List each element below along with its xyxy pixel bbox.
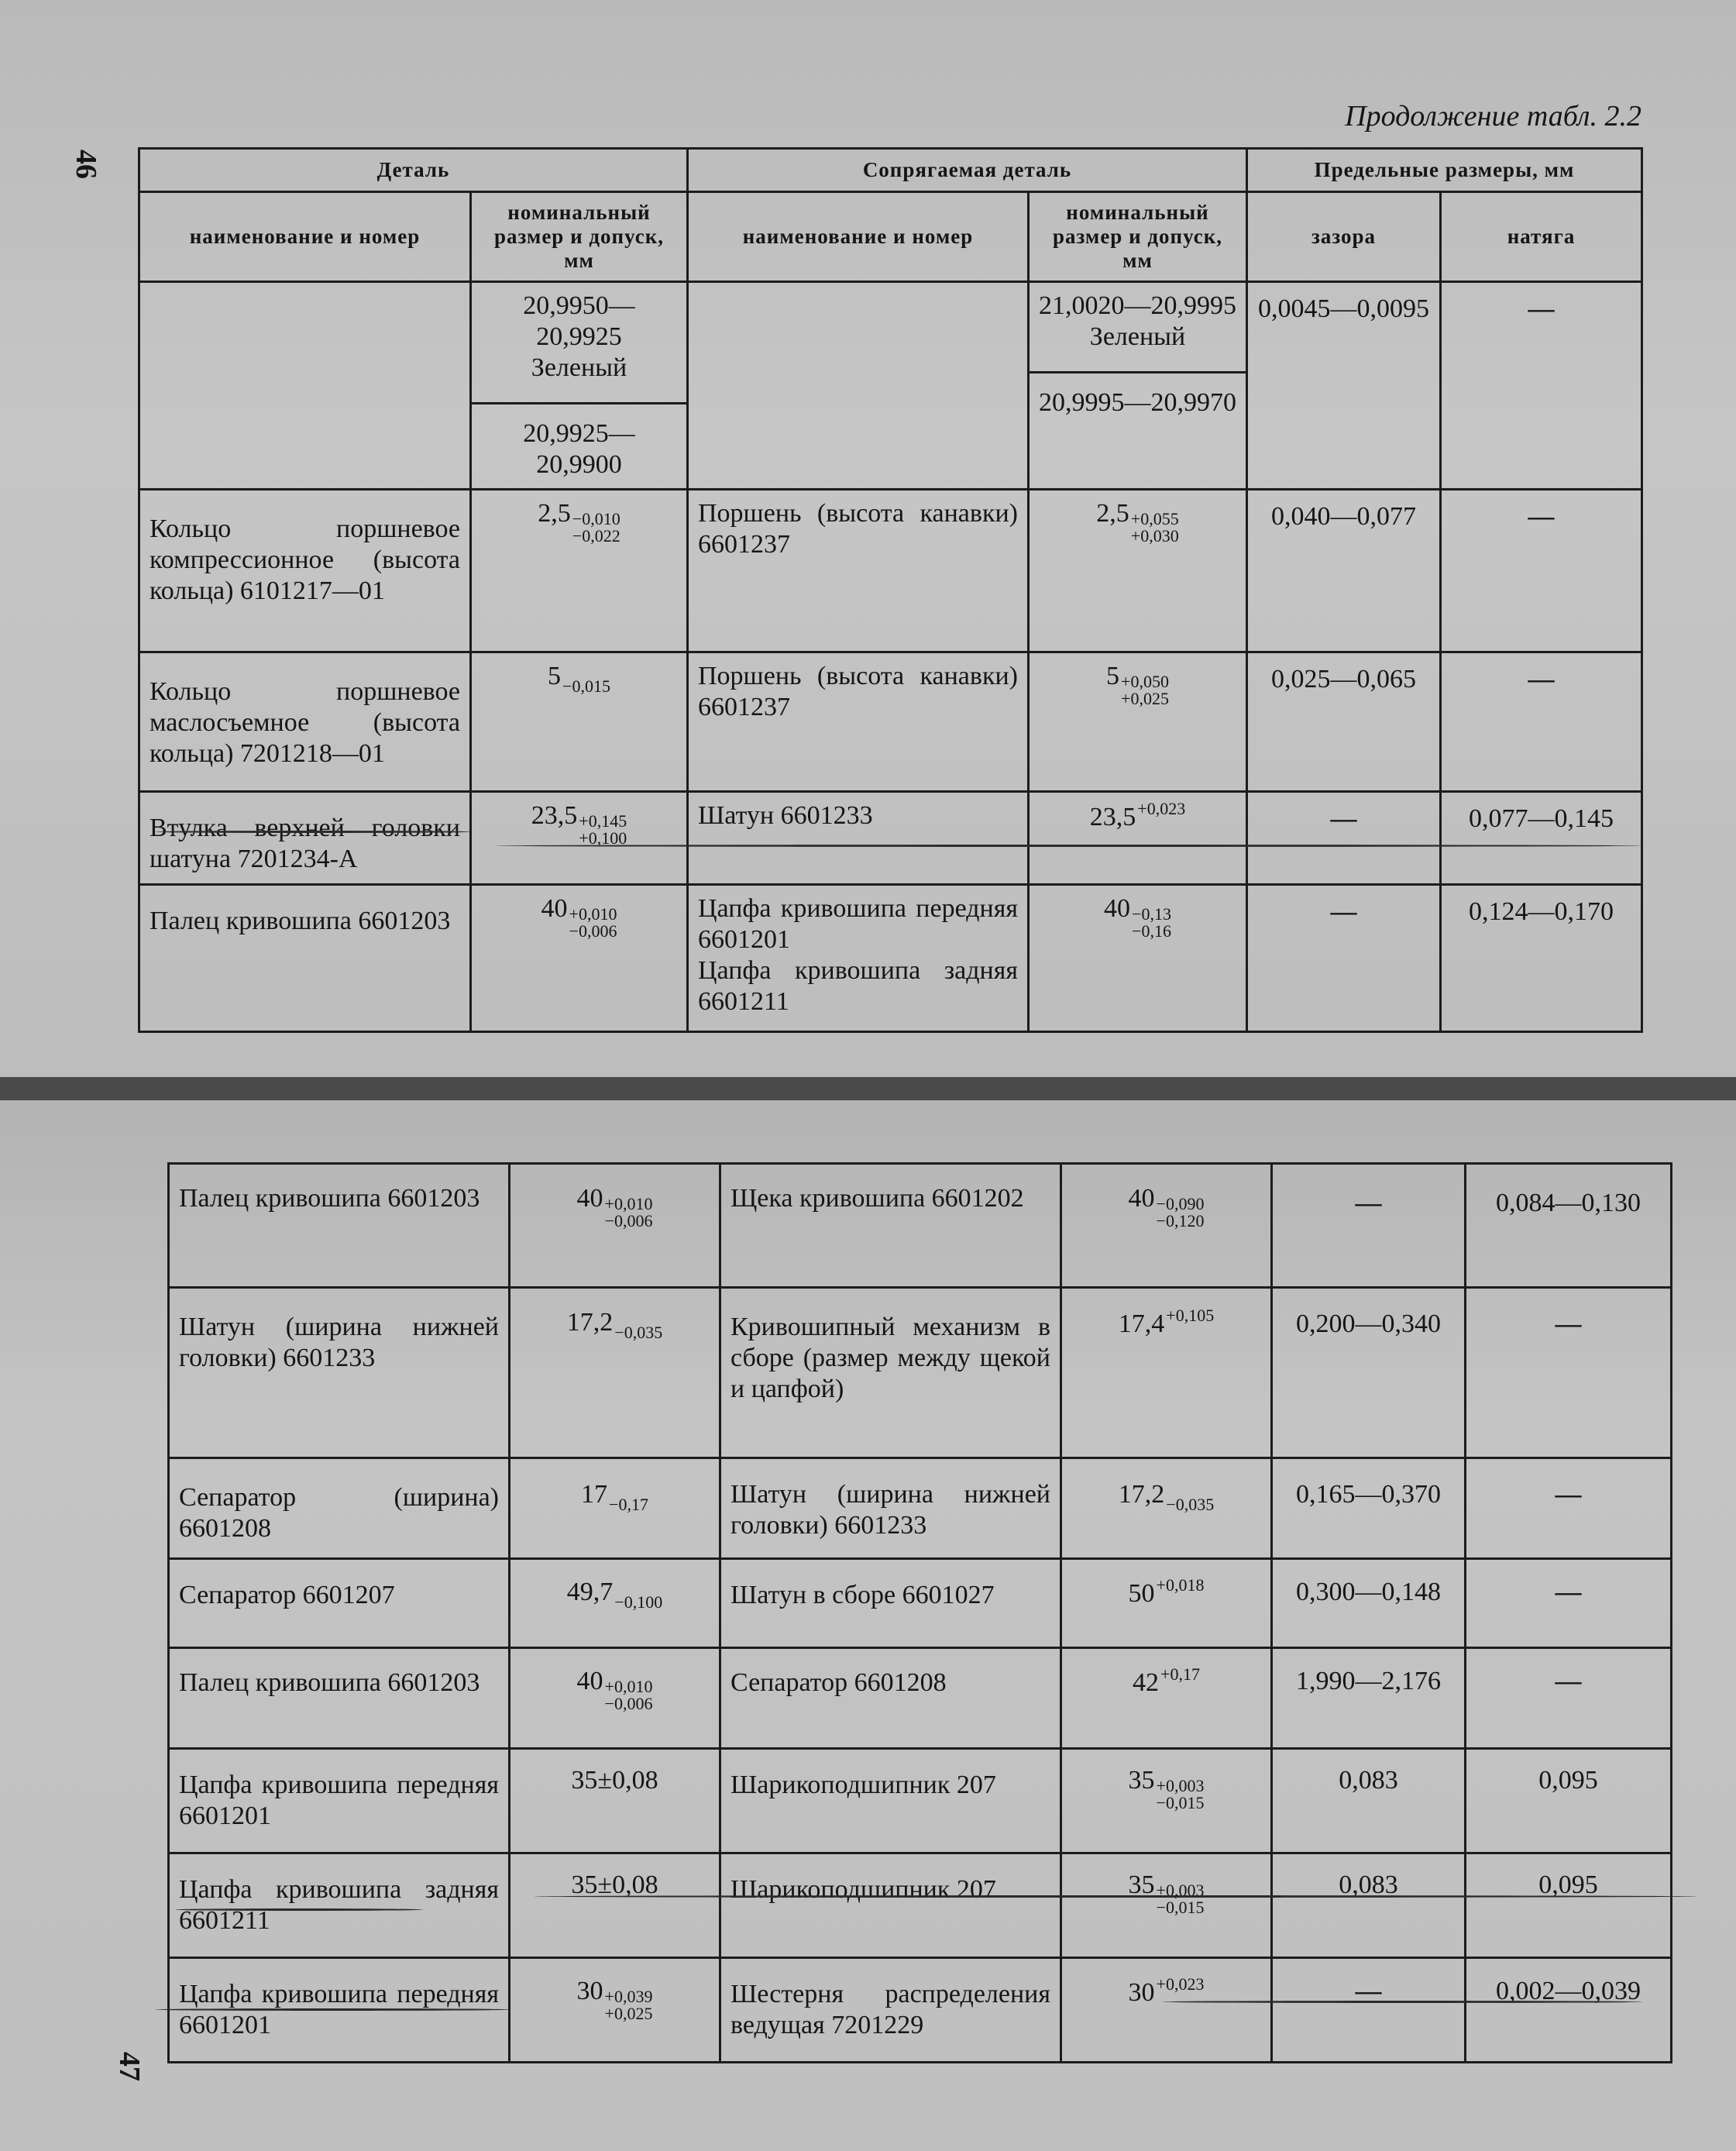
mating-nominal	[1061, 1958, 1272, 2063]
detail-tolerance	[605, 1196, 653, 1230]
interference-value: 0,095	[1466, 1749, 1672, 1853]
mating-color-a: Зеленый	[1089, 322, 1186, 351]
gap-value: —	[1247, 885, 1441, 1032]
mating-nominal	[1061, 1853, 1272, 1958]
fits-table-bottom	[167, 1162, 1672, 2063]
tol-upper: +0,145	[579, 811, 627, 831]
header-row-2	[139, 192, 1642, 282]
tol-upper: −0,010	[572, 509, 620, 528]
table-row	[169, 1648, 1672, 1749]
detail-range-a: 20,9950—20,9925	[523, 291, 635, 351]
mating-nominal	[1061, 1288, 1272, 1458]
table-row	[169, 1288, 1672, 1458]
table-row	[169, 1458, 1672, 1559]
detail-base: 40	[576, 1184, 603, 1213]
interference-value: 0,124—0,170	[1441, 885, 1642, 1032]
pen-underline	[535, 1895, 1696, 1898]
detail-base: 2,5	[538, 499, 571, 528]
detail-tolerance	[605, 1988, 653, 2022]
tol-lower: −0,015	[1156, 1898, 1205, 1917]
interference-value: 0,095	[1466, 1853, 1672, 1958]
gap-value: 0,200—0,340	[1272, 1288, 1466, 1458]
detail-nominal: 35±0,08	[510, 1853, 720, 1958]
mating-base: 2,5	[1096, 499, 1129, 528]
header-mating-nominal: номинальный размер и допуск, мм	[1029, 192, 1247, 282]
detail-base: 49,7	[566, 1578, 614, 1606]
pen-underline	[496, 845, 1642, 847]
detail-base: 23,5	[531, 801, 578, 830]
detail-name: Палец кривошипа 6601203	[169, 1164, 510, 1288]
mating-name	[688, 282, 1029, 490]
detail-nominal	[471, 792, 688, 885]
interference-value: 0,077—0,145	[1441, 792, 1642, 885]
tol-upper: +0,003	[1156, 1881, 1205, 1900]
page-number-bottom: 47	[113, 2052, 146, 2081]
mating-name	[688, 885, 1029, 1032]
header-mating-name: наименование и номер	[688, 192, 1029, 282]
detail-nominal	[510, 1559, 720, 1648]
mating-name: Кривошипный механизм в сборе (размер между щекой и цапфой)	[720, 1288, 1061, 1458]
gap-value: 1,990—2,176	[1272, 1648, 1466, 1749]
header-row-1	[139, 149, 1642, 192]
detail-name: Палец кривошипа 6601203	[139, 885, 471, 1032]
tol-lower: +0,030	[1130, 526, 1179, 545]
tol-lower: −0,006	[604, 1694, 653, 1713]
detail-tolerance	[569, 906, 617, 940]
tol-upper: +0,010	[604, 1677, 653, 1696]
mating-nominal	[1061, 1164, 1272, 1288]
detail-name: Цапфа кривошипа задняя 6601211	[169, 1853, 510, 1958]
detail-nominal	[471, 490, 688, 652]
mating-name: Сепаратор 6601208	[720, 1648, 1061, 1749]
interference-value: —	[1466, 1288, 1672, 1458]
detail-name: Кольцо поршневое маслосъемное (высота кольца) 7201218—01	[139, 652, 471, 792]
book-gutter	[0, 1077, 1736, 1100]
tol-lower: −0,16	[1132, 921, 1171, 941]
tol-upper: +0,039	[604, 1987, 653, 2006]
mating-name: Шатун в сборе 6601027	[720, 1559, 1061, 1648]
mating-name-2: Цапфа кривошипа задняя 6601211	[698, 956, 1018, 1016]
tol-lower: −0,022	[572, 526, 620, 545]
mating-tolerance: +0,105	[1166, 1306, 1215, 1325]
mating-name: Шатун (ширина нижней головки) 6601233	[720, 1458, 1061, 1559]
detail-name: Сепаратор 6601207	[169, 1559, 510, 1648]
gap-value: 0,300—0,148	[1272, 1559, 1466, 1648]
mating-nominal	[1061, 1458, 1272, 1559]
header-interference: натяга	[1441, 192, 1642, 282]
tol-upper: +0,055	[1130, 509, 1179, 528]
mating-tolerance	[1131, 511, 1179, 545]
mating-base: 23,5	[1089, 803, 1136, 831]
detail-nominal	[471, 282, 688, 490]
gap-value: 0,083	[1272, 1853, 1466, 1958]
mating-nominal	[1061, 1648, 1272, 1749]
mating-base: 17,4	[1118, 1310, 1165, 1338]
detail-nominal	[510, 1164, 720, 1288]
table-continuation-label: Продолжение табл. 2.2	[1345, 100, 1641, 133]
mating-nominal	[1061, 1559, 1272, 1648]
pen-underline	[175, 1908, 423, 1911]
interference-value: —	[1441, 652, 1642, 792]
mating-nominal	[1029, 282, 1247, 490]
mating-base: 40	[1104, 894, 1131, 923]
table-row	[169, 1853, 1672, 1958]
mating-nominal	[1029, 885, 1247, 1032]
detail-tolerance	[605, 1678, 653, 1712]
detail-nominal	[510, 1648, 720, 1749]
interference-value: —	[1441, 282, 1642, 490]
gap-value: 0,165—0,370	[1272, 1458, 1466, 1559]
table-row	[139, 885, 1642, 1032]
header-detail: Деталь	[139, 149, 688, 192]
tol-lower: +0,025	[604, 2004, 653, 2023]
mating-tolerance	[1157, 1778, 1205, 1812]
detail-range-b: 20,9925—20,9900	[523, 419, 635, 479]
gap-value: 0,040—0,077	[1247, 490, 1441, 652]
tol-upper: −0,13	[1132, 904, 1171, 924]
header-detail-nominal: номинальный размер и допуск, мм	[471, 192, 688, 282]
detail-tolerance	[572, 511, 620, 545]
mating-tolerance: +0,018	[1156, 1575, 1205, 1595]
pen-underline	[1162, 2001, 1642, 2003]
detail-name: Цапфа кривошипа передняя 6601201	[169, 1958, 510, 2063]
mating-range-b: 20,9995—20,9970	[1039, 388, 1236, 417]
detail-name: Кольцо поршневое компрессионное (высота кольца) 6101217—01	[139, 490, 471, 652]
detail-name: Цапфа кривошипа передняя 6601201	[169, 1749, 510, 1853]
detail-nominal: 35±0,08	[510, 1749, 720, 1853]
mating-tolerance: +0,023	[1137, 799, 1186, 818]
page-number-top: 46	[70, 150, 102, 179]
tol-lower: −0,006	[569, 921, 617, 941]
tol-lower: +0,025	[1121, 689, 1169, 708]
tol-lower: −0,015	[1156, 1793, 1205, 1812]
detail-nominal	[510, 1958, 720, 2063]
detail-base: 17,2	[566, 1308, 614, 1337]
header-detail-name: наименование и номер	[139, 192, 471, 282]
mating-tolerance: +0,17	[1160, 1664, 1200, 1684]
interference-value: —	[1466, 1559, 1672, 1648]
detail-nominal	[471, 652, 688, 792]
detail-base: 17	[581, 1480, 608, 1509]
divider	[472, 402, 686, 404]
table-row	[169, 1559, 1672, 1648]
detail-name: Сепаратор (ширина) 6601208	[169, 1458, 510, 1559]
detail-base: 30	[576, 1977, 603, 2005]
gap-value: 0,083	[1272, 1749, 1466, 1853]
mating-base: 40	[1128, 1184, 1155, 1213]
divider	[1030, 371, 1246, 373]
gap-value: 0,0045—0,0095	[1247, 282, 1441, 490]
detail-tolerance: −0,17	[609, 1495, 648, 1514]
mating-range-a: 21,0020—20,9995	[1039, 291, 1236, 320]
mating-base: 17,2	[1118, 1480, 1165, 1509]
mating-base: 35	[1128, 1766, 1155, 1795]
tol-lower: −0,120	[1156, 1211, 1205, 1230]
mating-name-1: Цапфа кривошипа передняя 6601201	[698, 894, 1018, 954]
detail-base: 5	[548, 662, 562, 690]
mating-tolerance: +0,023	[1156, 1974, 1205, 1994]
detail-tolerance: −0,100	[614, 1592, 663, 1612]
tol-upper: +0,010	[604, 1194, 653, 1213]
header-gap: зазора	[1247, 192, 1441, 282]
table-row	[139, 490, 1642, 652]
header-mating: Сопрягаемая деталь	[688, 149, 1247, 192]
detail-base: 40	[576, 1667, 603, 1695]
mating-name: Щека кривошипа 6601202	[720, 1164, 1061, 1288]
detail-nominal	[471, 885, 688, 1032]
mating-tolerance	[1121, 673, 1169, 707]
mating-tolerance: −0,035	[1166, 1495, 1215, 1514]
gap-value: —	[1272, 1958, 1466, 2063]
header-limits: Предельные размеры, мм	[1247, 149, 1642, 192]
mating-nominal	[1061, 1749, 1272, 1853]
tol-upper: +0,003	[1156, 1776, 1205, 1795]
detail-nominal	[510, 1458, 720, 1559]
detail-name: Шатун (ширина нижней головки) 6601233	[169, 1288, 510, 1458]
detail-tolerance: −0,035	[614, 1323, 663, 1342]
gap-value: —	[1272, 1164, 1466, 1288]
gap-value: —	[1247, 792, 1441, 885]
tol-lower: +0,100	[579, 828, 627, 848]
table-row	[169, 1749, 1672, 1853]
detail-tolerance: −0,015	[562, 676, 610, 696]
mating-tolerance	[1132, 906, 1171, 940]
page-47	[0, 1100, 1736, 2151]
interference-value: 0,084—0,130	[1466, 1164, 1672, 1288]
pen-underline	[155, 831, 473, 833]
fits-table-top	[138, 147, 1643, 1033]
mating-nominal	[1029, 490, 1247, 652]
mating-base: 42	[1133, 1668, 1160, 1697]
mating-name: Шестерня распределения ведущая 7201229	[720, 1958, 1061, 2063]
detail-color-a: Зеленый	[531, 353, 627, 382]
detail-base: 40	[541, 894, 568, 923]
interference-value: 0,002—0,039	[1466, 1958, 1672, 2063]
pen-underline	[155, 2008, 511, 2011]
mating-tolerance	[1157, 1882, 1205, 1916]
table-row	[139, 282, 1642, 490]
gap-value: 0,025—0,065	[1247, 652, 1441, 792]
mating-nominal	[1029, 652, 1247, 792]
interference-value: —	[1441, 490, 1642, 652]
mating-name: Шарикоподшипник 207	[720, 1853, 1061, 1958]
interference-value: —	[1466, 1648, 1672, 1749]
tol-lower: −0,006	[604, 1211, 653, 1230]
tol-upper: +0,010	[569, 904, 617, 924]
table-row	[139, 792, 1642, 885]
mating-name: Поршень (высота канавки) 6601237	[688, 652, 1029, 792]
mating-name: Шарикоподшипник 207	[720, 1749, 1061, 1853]
tol-upper: −0,090	[1156, 1194, 1205, 1213]
detail-name: Втулка верхней головки шатуна 7201234-А	[139, 792, 471, 885]
detail-name	[139, 282, 471, 490]
mating-nominal	[1029, 792, 1247, 885]
mating-name: Поршень (высота канавки) 6601237	[688, 490, 1029, 652]
interference-value: —	[1466, 1458, 1672, 1559]
mating-base: 5	[1106, 662, 1120, 690]
mating-tolerance	[1157, 1196, 1205, 1230]
detail-name: Палец кривошипа 6601203	[169, 1648, 510, 1749]
detail-tolerance	[579, 813, 627, 847]
mating-base: 50	[1128, 1579, 1155, 1608]
mating-base: 30	[1128, 1978, 1155, 2007]
mating-base: 35	[1128, 1871, 1155, 1899]
detail-nominal	[510, 1288, 720, 1458]
mating-name: Шатун 6601233	[688, 792, 1029, 885]
tol-upper: +0,050	[1121, 672, 1169, 691]
table-row	[169, 1164, 1672, 1288]
table-row	[139, 652, 1642, 792]
